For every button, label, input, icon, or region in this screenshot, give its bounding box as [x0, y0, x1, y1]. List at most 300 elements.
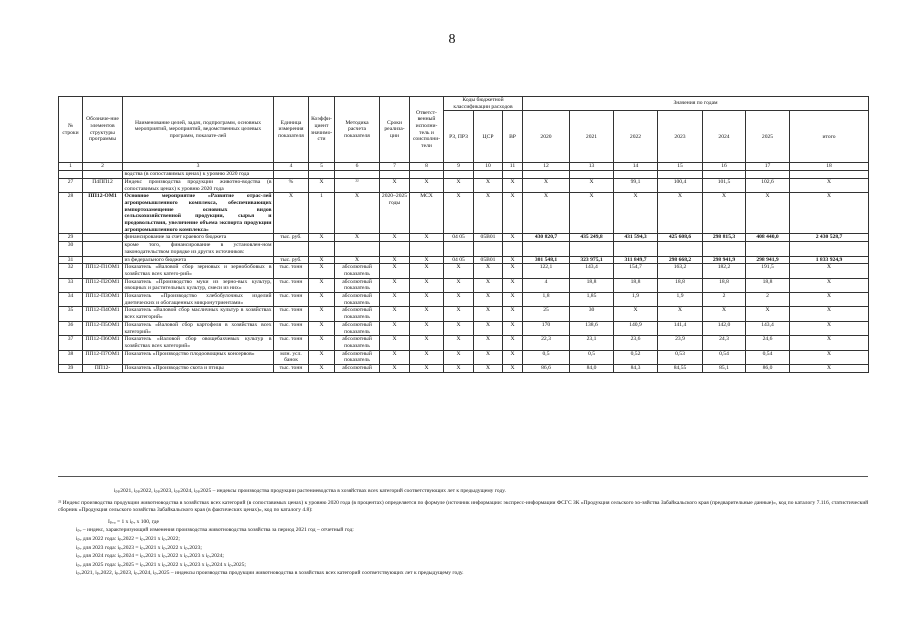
- row-name: из федерального бюджета: [123, 256, 274, 264]
- row-total: Х: [790, 365, 869, 373]
- header-name: Наименование целей, задач, подпрограмм, основных мероприятий, мероприятий, ведомственных целевых программ, показате-лей: [123, 97, 274, 163]
- header-unit: Единица измерения показателя: [274, 97, 309, 163]
- row-terms: Х: [380, 293, 410, 307]
- footnotes: [58, 487, 876, 578]
- row-method: [335, 242, 380, 256]
- row-code: ПП12-: [83, 365, 123, 373]
- row-value: 84,3: [614, 365, 658, 373]
- row-value: 1,85: [570, 293, 614, 307]
- row-value: 170: [523, 321, 570, 335]
- row-value: 182,2: [703, 264, 746, 278]
- column-number: 1: [59, 163, 83, 171]
- row-value: 4: [523, 278, 570, 292]
- row-terms: [380, 171, 410, 179]
- table-row: [59, 307, 869, 321]
- row-unit: тыс. руб.: [274, 256, 309, 264]
- row-csr: Х: [474, 350, 503, 364]
- row-value: Х: [614, 307, 658, 321]
- row-value: [570, 242, 614, 256]
- column-number: 14: [614, 163, 658, 171]
- row-value: 24,6: [746, 336, 790, 350]
- row-value: [570, 171, 614, 179]
- row-method: абсолютный показатель: [335, 264, 380, 278]
- row-method: Х: [335, 234, 380, 242]
- row-coef: Х: [309, 264, 335, 278]
- row-resp: Х: [410, 278, 444, 292]
- row-rz: [444, 242, 474, 256]
- row-total: Х: [790, 350, 869, 364]
- row-csr: [474, 242, 503, 256]
- row-value: [703, 171, 746, 179]
- row-code: [83, 242, 123, 256]
- row-name: Показатель «Валовой сбор зерновых и зернобобовых в хозяйствах всех катего-рий»: [124, 264, 272, 277]
- row-value: Х: [746, 193, 790, 234]
- row-total: Х: [790, 321, 869, 335]
- row-coef: Х: [309, 350, 335, 364]
- row-number: 29: [59, 234, 83, 242]
- row-number: 35: [59, 307, 83, 321]
- column-number: 9: [444, 163, 474, 171]
- row-value: [614, 171, 658, 179]
- row-terms: Х: [380, 350, 410, 364]
- row-vr: Х: [503, 336, 523, 350]
- row-unit: млн. усл. банок: [274, 350, 309, 364]
- row-name: кроме того, финансирование в установлен-ном законодательством порядке из других источников:: [124, 242, 272, 255]
- row-value: 1,9: [614, 293, 658, 307]
- row-resp: Х: [410, 336, 444, 350]
- row-resp: Х: [410, 293, 444, 307]
- row-value: 18,8: [746, 278, 790, 292]
- column-number: 5: [309, 163, 335, 171]
- row-vr: Х: [503, 256, 523, 264]
- row-vr: Х: [503, 278, 523, 292]
- row-resp: [410, 171, 444, 179]
- row-rz: Х: [444, 307, 474, 321]
- row-total: Х: [790, 278, 869, 292]
- row-value: Х: [703, 193, 746, 234]
- row-method: абсолютный показатель: [335, 278, 380, 292]
- column-number: 12: [523, 163, 570, 171]
- row-name: Показатель «Валовой сбор масличных культур в хозяйствах всех категорий»: [124, 307, 272, 321]
- header-year: 2020: [523, 111, 570, 163]
- column-number: 4: [274, 163, 309, 171]
- row-value: 298 941,9: [703, 256, 746, 264]
- table-row: [59, 256, 869, 264]
- row-resp: [410, 242, 444, 256]
- row-vr: Х: [503, 307, 523, 321]
- row-value: 100,4: [658, 178, 703, 192]
- row-value: 0,52: [614, 350, 658, 364]
- row-value: 30: [570, 307, 614, 321]
- header-values: Значения по годам: [523, 97, 869, 111]
- row-coef: Х: [309, 307, 335, 321]
- table-row: [59, 293, 869, 307]
- row-coef: Х: [309, 365, 335, 373]
- row-coef: [309, 171, 335, 179]
- header-year: 2025: [746, 111, 790, 163]
- row-vr: Х: [503, 350, 523, 364]
- row-vr: Х: [503, 293, 523, 307]
- row-method: ²²: [335, 178, 380, 192]
- row-code: П4ПП12: [83, 178, 123, 192]
- column-number: 8: [410, 163, 444, 171]
- column-number: 11: [503, 163, 523, 171]
- row-value: 0,53: [658, 350, 703, 364]
- row-name: Показатель «Валовой сбор картофеля в хозяйствах всех категорий»: [124, 321, 272, 335]
- row-value: 85,1: [703, 365, 746, 373]
- header-coef: Коэффи-циент значимо-сти: [309, 97, 335, 163]
- row-value: 0,54: [703, 350, 746, 364]
- row-number: 31: [59, 256, 83, 264]
- row-value: 25: [523, 307, 570, 321]
- row-code: ПП12-П7ОМ1: [83, 350, 123, 364]
- row-total: Х: [790, 193, 869, 234]
- row-code: [83, 234, 123, 242]
- indicator-table: [58, 96, 869, 373]
- row-number: 33: [59, 278, 83, 292]
- table-row: [59, 350, 869, 364]
- row-value: Х: [523, 178, 570, 192]
- row-value: 1,8: [523, 293, 570, 307]
- row-method: Х: [335, 193, 380, 234]
- column-number: 3: [123, 163, 274, 171]
- row-value: 2: [746, 293, 790, 307]
- row-number: 36: [59, 321, 83, 335]
- header-code: Обозначе-ние элементов структуры программы: [83, 97, 123, 163]
- row-resp: Х: [410, 256, 444, 264]
- row-value: 298 815,3: [703, 234, 746, 242]
- row-name: Показатель «Валовой сбор овощебахчевых культур в хозяйствах всех категорий»: [124, 336, 272, 349]
- row-value: 298 941,9: [746, 256, 790, 264]
- row-value: 323 975,1: [570, 256, 614, 264]
- row-terms: [380, 242, 410, 256]
- row-number: [59, 171, 83, 179]
- row-terms: Х: [380, 234, 410, 242]
- row-value: 22,3: [523, 336, 570, 350]
- row-unit: %: [274, 178, 309, 192]
- row-resp: МСХ: [410, 193, 444, 234]
- row-name: водства (в сопоставимых ценах) к уровню 2020 года: [123, 171, 274, 179]
- row-coef: Х: [309, 256, 335, 264]
- row-value: 23,9: [658, 336, 703, 350]
- row-unit: тыс. тонн: [274, 278, 309, 292]
- row-value: 298 668,2: [658, 256, 703, 264]
- row-rz: [444, 171, 474, 179]
- row-vr: Х: [503, 365, 523, 373]
- row-csr: Х: [474, 178, 503, 192]
- row-method: Х: [335, 256, 380, 264]
- row-name: Показатель «Производство плодоовощных консервов»: [123, 350, 274, 364]
- row-vr: Х: [503, 234, 523, 242]
- row-method: абсолютный показатель: [335, 350, 380, 364]
- row-value: 435 249,8: [570, 234, 614, 242]
- row-csr: Х: [474, 278, 503, 292]
- row-value: 191,5: [746, 264, 790, 278]
- table-row: [59, 278, 869, 292]
- row-value: [523, 242, 570, 256]
- row-total: [790, 171, 869, 179]
- row-csr: Х: [474, 193, 503, 234]
- row-value: 84,55: [658, 365, 703, 373]
- row-value: Х: [570, 178, 614, 192]
- row-method: [335, 171, 380, 179]
- row-value: Х: [703, 307, 746, 321]
- column-number-row: [59, 163, 869, 171]
- row-code: ПП12-П2ОМ1: [83, 278, 123, 292]
- footnote-line: iₚᵥ – индекс, характеризующий изменения производства животноводства хозяйства за период 2021 год – отчетный год:: [76, 527, 354, 534]
- row-value: 18,8: [614, 278, 658, 292]
- table-row: [59, 234, 869, 242]
- row-value: 23,6: [614, 336, 658, 350]
- row-rz: Х: [444, 278, 474, 292]
- row-number: 32: [59, 264, 83, 278]
- table-row: [59, 365, 869, 373]
- table-row: [59, 321, 869, 335]
- row-resp: Х: [410, 365, 444, 373]
- row-code: ПП12-П4ОМ1: [83, 307, 123, 321]
- row-rz: Х: [444, 293, 474, 307]
- row-value: 84,0: [570, 365, 614, 373]
- footnote-line: iₚₚ2021, iₚₚ2022, iₚₚ2023, iₚₚ2024, iₚₚ2025 – индексы производства продукции растениеводства в хозяйствах всех категорий соответствующих лет к предыдущему году.: [114, 488, 506, 494]
- footnote-line: iₚᵥ для 2022 года: iₚᵥ2022 = iₚᵥ2021 х iₚᵥ2022;: [76, 535, 180, 542]
- row-value: [746, 171, 790, 179]
- row-rz: Х: [444, 193, 474, 234]
- row-resp: Х: [410, 264, 444, 278]
- column-number: 7: [380, 163, 410, 171]
- row-value: Х: [523, 193, 570, 234]
- row-code: ПП12-П6ОМ1: [83, 336, 123, 350]
- row-coef: 1: [309, 193, 335, 234]
- row-terms: Х: [380, 336, 410, 350]
- row-method: абсолютный показатель: [335, 336, 380, 350]
- row-coef: Х: [309, 293, 335, 307]
- row-resp: Х: [410, 321, 444, 335]
- row-resp: Х: [410, 178, 444, 192]
- row-number: 28: [59, 193, 83, 234]
- row-rz: 04 05: [444, 234, 474, 242]
- row-value: [523, 171, 570, 179]
- row-unit: тыс. тонн: [274, 336, 309, 350]
- row-unit: тыс. тонн: [274, 321, 309, 335]
- row-value: 311 849,7: [614, 256, 658, 264]
- row-name: Показатель «Производство муки из зерно-вых культур, овощных и растительных культур, смеси из них»: [124, 278, 272, 292]
- row-csr: Х: [474, 307, 503, 321]
- row-rz: Х: [444, 264, 474, 278]
- row-csr: 05В01: [474, 256, 503, 264]
- row-coef: Х: [309, 278, 335, 292]
- row-number: 39: [59, 365, 83, 373]
- row-value: 430 820,7: [523, 234, 570, 242]
- column-number: 13: [570, 163, 614, 171]
- row-value: 301 548,1: [523, 256, 570, 264]
- row-value: 154,7: [614, 264, 658, 278]
- row-rz: Х: [444, 365, 474, 373]
- row-terms: Х: [380, 178, 410, 192]
- row-value: 140,9: [614, 321, 658, 335]
- column-number: 16: [703, 163, 746, 171]
- header-year: 2024: [703, 111, 746, 163]
- row-name: Индекс производства продукции животно-водства (в сопоставимых ценах) к уровню 2020 года: [124, 178, 272, 192]
- row-terms: Х: [380, 365, 410, 373]
- column-number: 15: [658, 163, 703, 171]
- row-value: 18,8: [658, 278, 703, 292]
- footnote-22: ²² Индекс производства продукции животноводства в хозяйствах всех категорий (в сопоставимых ценах) к уровню 2020 года (в процентах) определяется по формуле (источник информации: экспресс-информации ФСГС ЗК «Продукция сельского хо-зяйства Забайкальского края (предварительные данные)», код по каталогу 7.116, статистический сборник «Продукция сельского хозяйства Забайкальского края (в фактических ценах)», код по каталогу 4.8):: [58, 499, 869, 514]
- row-total: Х: [790, 264, 869, 278]
- row-value: 101,5: [703, 178, 746, 192]
- row-number: 38: [59, 350, 83, 364]
- row-value: 143,4: [570, 264, 614, 278]
- row-total: Х: [790, 307, 869, 321]
- table-row: [59, 178, 869, 192]
- row-value: 0,5: [523, 350, 570, 364]
- row-csr: Х: [474, 365, 503, 373]
- row-value: Х: [614, 193, 658, 234]
- row-csr: Х: [474, 293, 503, 307]
- header-total: итого: [790, 111, 869, 163]
- row-method: абсолютный: [335, 365, 380, 373]
- row-value: 0,5: [570, 350, 614, 364]
- header-rz: РЗ, ПРЗ: [444, 111, 474, 163]
- row-name: финансирование за счет краевого бюджета: [123, 234, 274, 242]
- column-number: 2: [83, 163, 123, 171]
- row-method: абсолютный показатель: [335, 321, 380, 335]
- row-unit: тыс. тонн: [274, 307, 309, 321]
- row-value: 425 608,6: [658, 234, 703, 242]
- row-coef: Х: [309, 336, 335, 350]
- row-unit: Х: [274, 193, 309, 234]
- header-year: 2023: [658, 111, 703, 163]
- row-code: [83, 256, 123, 264]
- row-csr: Х: [474, 336, 503, 350]
- footnote-line: iₚᵥ для 2025 года: iₚᵥ2025 = iₚᵥ2021 х iₚᵥ2022 х iₚᵥ2023 х iₚᵥ2024 х iₚᵥ2025;: [76, 561, 246, 568]
- row-number: 27: [59, 178, 83, 192]
- row-rz: Х: [444, 178, 474, 192]
- table-body: [59, 171, 869, 373]
- indicator-table-wrap: [58, 96, 868, 373]
- row-csr: Х: [474, 264, 503, 278]
- row-value: Х: [570, 193, 614, 234]
- row-terms: Х: [380, 321, 410, 335]
- row-value: Х: [746, 307, 790, 321]
- row-method: абсолютный показатель: [335, 307, 380, 321]
- row-unit: тыс. тонн: [274, 365, 309, 373]
- footnote-rule: [58, 476, 868, 477]
- row-csr: 05В01: [474, 234, 503, 242]
- row-vr: [503, 171, 523, 179]
- row-value: 18,8: [703, 278, 746, 292]
- row-name: Показатель «Производство хлебобулочных изделий диетических и обогащенных микронутриентами»: [124, 293, 272, 306]
- row-number: 34: [59, 293, 83, 307]
- header-year: 2022: [614, 111, 658, 163]
- row-terms: 2020–2025 годы: [380, 193, 410, 234]
- footnote-formula: Iₚᵥᵤ = 1 х iₚᵥ х 100, где: [108, 518, 159, 525]
- row-coef: [309, 242, 335, 256]
- row-total: Х: [790, 178, 869, 192]
- row-value: Х: [658, 193, 703, 234]
- row-csr: [474, 171, 503, 179]
- row-code: [83, 171, 123, 179]
- footnote-line: iₚᵥ для 2024 года: iₚᵥ2024 = iₚᵥ2021 х iₚᵥ2022 х iₚᵥ2023 х iₚᵥ2024;: [76, 553, 224, 560]
- row-total: Х: [790, 336, 869, 350]
- row-terms: Х: [380, 264, 410, 278]
- row-code: ПП12-П3ОМ1: [83, 293, 123, 307]
- row-value: Х: [658, 307, 703, 321]
- table-row: [59, 242, 869, 256]
- row-rz: Х: [444, 336, 474, 350]
- row-vr: Х: [503, 178, 523, 192]
- header-csr: ЦСР: [474, 111, 503, 163]
- row-coef: Х: [309, 321, 335, 335]
- row-value: [746, 242, 790, 256]
- column-number: 10: [474, 163, 503, 171]
- table-row: [59, 336, 869, 350]
- row-value: 163,2: [658, 264, 703, 278]
- row-value: 431 594,3: [614, 234, 658, 242]
- row-rz: 04 05: [444, 256, 474, 264]
- table-row: [59, 264, 869, 278]
- row-code: ПП12-ОМ1: [83, 193, 123, 234]
- row-value: [658, 171, 703, 179]
- footnote-line: iₚᵥ для 2023 года: iₚᵥ2023 = iₚᵥ2021 х iₚᵥ2022 х iₚᵥ2023;: [76, 544, 202, 551]
- page-number: 8: [448, 32, 456, 47]
- row-value: 138,6: [570, 321, 614, 335]
- row-value: 86,6: [523, 365, 570, 373]
- table-row: [59, 171, 869, 179]
- row-value: [658, 242, 703, 256]
- row-value: 86,0: [746, 365, 790, 373]
- row-name: Показатель «Производство скота и птицы: [123, 365, 274, 373]
- row-rz: Х: [444, 321, 474, 335]
- header-year: 2021: [570, 111, 614, 163]
- row-value: 408 440,0: [746, 234, 790, 242]
- row-vr: [503, 242, 523, 256]
- row-unit: тыс. руб.: [274, 234, 309, 242]
- row-unit: [274, 171, 309, 179]
- row-terms: Х: [380, 278, 410, 292]
- row-total: Х: [790, 293, 869, 307]
- row-value: [703, 242, 746, 256]
- row-number: 30: [59, 242, 83, 256]
- row-value: 2: [703, 293, 746, 307]
- row-unit: [274, 242, 309, 256]
- row-value: 102,6: [746, 178, 790, 192]
- row-value: 143,4: [746, 321, 790, 335]
- column-number: 17: [746, 163, 790, 171]
- row-unit: тыс. тонн: [274, 264, 309, 278]
- row-vr: Х: [503, 264, 523, 278]
- column-number: 6: [335, 163, 380, 171]
- header-num: № строки: [59, 97, 83, 163]
- row-terms: Х: [380, 307, 410, 321]
- row-value: 24,3: [703, 336, 746, 350]
- row-csr: Х: [474, 321, 503, 335]
- header-resp: Ответст-венный исполни-тель и соисполни-тели: [410, 97, 444, 163]
- row-method: абсолютный показатель: [335, 293, 380, 307]
- header-vr: ВР: [503, 111, 523, 163]
- row-number: 37: [59, 336, 83, 350]
- row-rz: Х: [444, 350, 474, 364]
- row-vr: Х: [503, 193, 523, 234]
- row-value: 99,1: [614, 178, 658, 192]
- row-value: 141,4: [658, 321, 703, 335]
- row-value: 23,1: [570, 336, 614, 350]
- row-code: ПП12-П1ОМ1: [83, 264, 123, 278]
- row-name: Основное мероприятие «Развитие отрас-лей агропромышленного комплекса, обеспечивающих импортозамещение основных видов сельскохозяйственной продукции, сырья и продовольствия, увеличение объема экспорта продукции агропромышленного комплекса»: [124, 193, 272, 233]
- row-value: 122,1: [523, 264, 570, 278]
- footnote-line: iₚᵥ2021, iₚᵥ2022, iₚᵥ2023, iₚᵥ2024, iₚᵥ2025 – индексы производства продукции животноводства в хозяйствах всех категорий соответствующих лет к предыдущему году.: [76, 570, 464, 577]
- row-vr: Х: [503, 321, 523, 335]
- row-code: ПП12-П5ОМ1: [83, 321, 123, 335]
